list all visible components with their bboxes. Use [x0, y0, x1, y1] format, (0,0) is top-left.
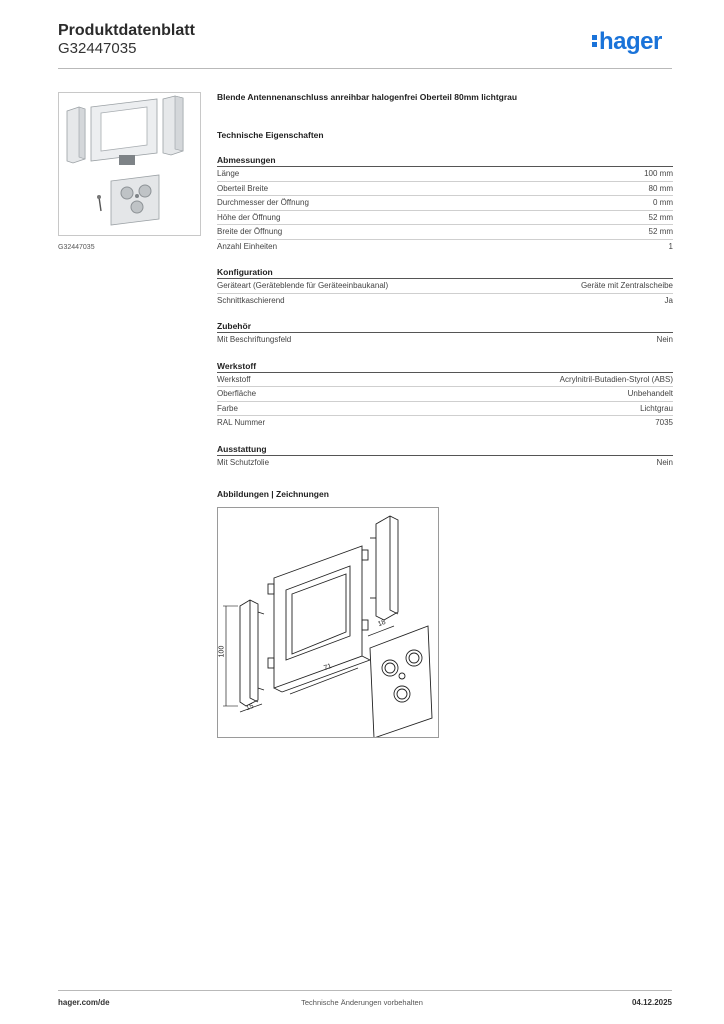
- property-row: [217, 387, 673, 402]
- property-row: [217, 402, 673, 417]
- dimension-height-label: 100: [218, 645, 226, 658]
- article-number: G32447035: [58, 40, 137, 57]
- property-label: Mit Beschriftungsfeld: [217, 335, 292, 344]
- footer-date: 04.12.2025: [631, 998, 672, 1007]
- property-label: Oberteil Breite: [217, 183, 269, 193]
- product-details: [217, 92, 673, 470]
- page-title: Produktdatenblatt: [58, 22, 195, 39]
- property-row: [217, 416, 673, 431]
- property-value: 52 mm: [648, 212, 673, 222]
- property-value: Geräte mit Zentralscheibe: [580, 281, 673, 290]
- property-row: [217, 279, 673, 294]
- dimension-width-label: 71: [323, 662, 333, 673]
- property-row: [217, 225, 673, 240]
- section-title: Konfiguration: [217, 267, 673, 279]
- property-section: [217, 155, 673, 254]
- section-title: Abmessungen: [217, 155, 673, 167]
- property-label: Höhe der Öffnung: [217, 212, 281, 222]
- property-row: [217, 167, 673, 182]
- product-title: Blende Antennenanschluss anreihbar halogenfrei Oberteil 80mm lichtgrau: [217, 92, 518, 102]
- property-row: [217, 211, 673, 226]
- property-value: 80 mm: [648, 183, 673, 193]
- dimension-depth-right-label: 18: [377, 618, 387, 629]
- technical-properties-heading: Technische Eigenschaften: [217, 130, 324, 140]
- product-photo: [58, 92, 201, 236]
- footer-website: hager.com/de: [58, 998, 110, 1007]
- section-title: Ausstattung: [217, 444, 673, 456]
- property-label: Oberfläche: [217, 389, 257, 398]
- section-title: Zubehör: [217, 321, 673, 333]
- property-value: Lichtgrau: [640, 403, 673, 413]
- property-value: 0 mm: [653, 198, 673, 207]
- property-row: [217, 240, 673, 255]
- property-row: [217, 456, 673, 471]
- footer-notice: Technische Änderungen vorbehalten: [301, 998, 423, 1007]
- property-row: [217, 294, 673, 309]
- property-value: Unbehandelt: [627, 389, 673, 398]
- product-photo-icon: [59, 93, 200, 235]
- property-section: [217, 444, 673, 471]
- property-label: RAL Nummer: [217, 418, 266, 427]
- property-value: Acrylnitril-Butadien-Styrol (ABS): [559, 374, 673, 384]
- property-row: [217, 182, 673, 197]
- property-value: Ja: [664, 295, 673, 305]
- technical-drawing: [217, 507, 439, 738]
- header-divider: [58, 68, 672, 69]
- property-value: Nein: [656, 335, 673, 344]
- property-value: 52 mm: [648, 227, 673, 236]
- property-section: [217, 361, 673, 431]
- logo-dots-icon: [592, 33, 597, 49]
- property-value: 1: [668, 241, 673, 251]
- section-title: Werkstoff: [217, 361, 673, 373]
- property-label: Breite der Öffnung: [217, 227, 283, 236]
- property-row: [217, 373, 673, 388]
- property-row: [217, 333, 673, 348]
- logo-text: hager: [599, 28, 662, 55]
- property-row: [217, 196, 673, 211]
- property-label: Länge: [217, 169, 240, 178]
- hager-logo: [592, 28, 662, 56]
- property-label: Farbe: [217, 403, 238, 413]
- property-sections: [217, 155, 673, 470]
- property-label: Werkstoff: [217, 374, 251, 384]
- property-value: Nein: [656, 457, 673, 467]
- drawings-heading: Abbildungen | Zeichnungen: [217, 489, 329, 499]
- property-label: Schnittkaschierend: [217, 295, 285, 305]
- photo-caption: G32447035: [58, 244, 95, 251]
- property-label: Durchmesser der Öffnung: [217, 198, 309, 207]
- property-value: 7035: [655, 418, 673, 427]
- property-label: Geräteart (Geräteblende für Geräteeinbaukanal): [217, 281, 389, 290]
- property-section: [217, 267, 673, 308]
- footer-divider: [58, 990, 672, 991]
- property-section: [217, 321, 673, 348]
- property-value: 100 mm: [644, 169, 673, 178]
- property-label: Mit Schutzfolie: [217, 457, 270, 467]
- dimension-depth-left-label: 15: [245, 702, 255, 713]
- property-label: Anzahl Einheiten: [217, 241, 278, 251]
